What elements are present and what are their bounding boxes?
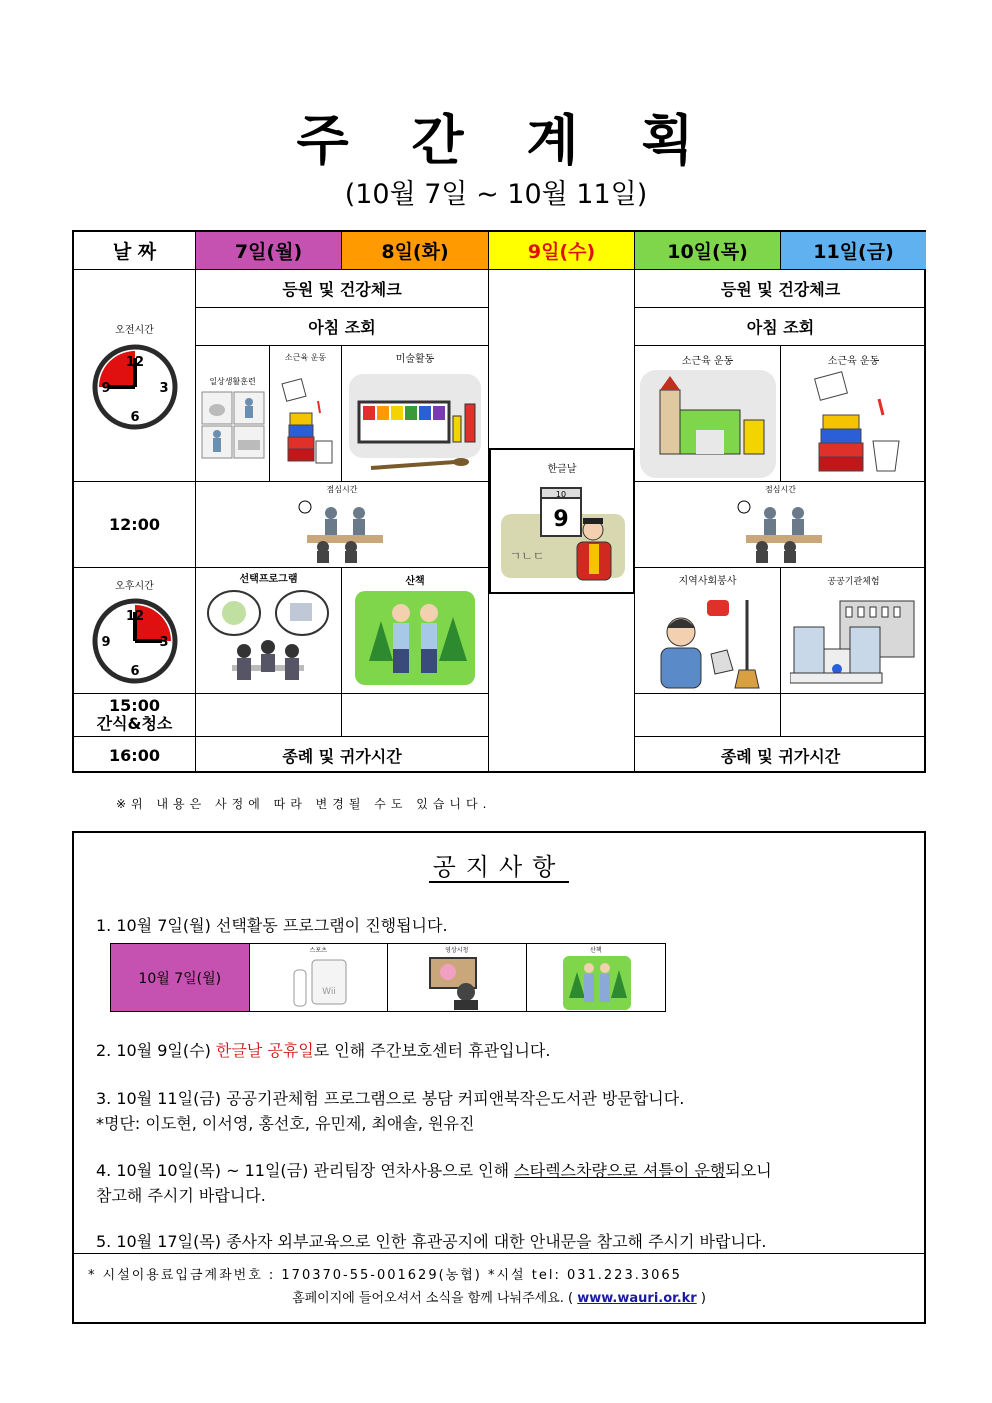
date-header: 날 짜	[74, 232, 196, 270]
footer-homepage	[74, 1287, 924, 1306]
change-note: ※위 내용은 사정에 따라 변경될 수도 있습니다.	[116, 797, 492, 811]
snack-time-cell	[74, 694, 196, 737]
hangul-day-icon	[501, 486, 625, 586]
notice-item-4-line2: 참고해 주시기 바랍니다.	[96, 1186, 266, 1205]
activities-strip	[110, 943, 666, 1012]
mon-select-program-cell	[196, 568, 342, 694]
tue-snack-empty	[342, 694, 489, 737]
clock-morning-icon	[92, 344, 178, 430]
activity-video-label: 영상시청	[445, 947, 469, 954]
activity-sports	[250, 944, 389, 1011]
day-header-mon: 7일(월)	[196, 232, 342, 270]
day-header-fri: 11일(금)	[781, 232, 926, 270]
lunch-icon	[736, 495, 826, 565]
homepage-post: )	[696, 1291, 706, 1306]
lunch-thu-fri-cell	[635, 482, 926, 568]
clock-afternoon-icon	[92, 598, 178, 684]
day-header-tue: 8일(화)	[342, 232, 489, 270]
page-title: 주 간 계 획	[296, 109, 696, 172]
block-castle-icon	[640, 370, 776, 478]
hangul-board: ㄱㄴㄷ	[509, 549, 545, 563]
thu-snack-empty	[635, 694, 781, 737]
schedule-table	[72, 230, 926, 773]
notice-item-5: 5. 10월 17일(목) 종사자 외부교육으로 인한 휴관공지에 대한 안내문을 참고해 주시기 바랍니다.	[96, 1232, 767, 1251]
video-watching-icon	[426, 954, 486, 1010]
daily-living-icon	[200, 390, 266, 460]
notice-item-4	[96, 1158, 772, 1181]
cup-stacking-large-icon	[799, 369, 909, 479]
fri-public-institution-cell	[781, 568, 926, 694]
tue-art-cell	[342, 346, 489, 482]
notice-title: 공지사항	[429, 853, 570, 883]
calendar-day: 9	[553, 507, 569, 532]
lunch-icon	[297, 495, 387, 565]
volunteer-icon	[653, 590, 763, 690]
svg-text:6: 6	[129, 410, 140, 425]
item4-post: 되오니	[725, 1161, 772, 1180]
item4-underline: 스타렉스차량으로 셔틀이 운행	[514, 1161, 726, 1180]
homepage-link[interactable]: www.wauri.or.kr	[577, 1291, 697, 1306]
fri-morning-label: 소근육 운동	[827, 356, 880, 367]
tue-walk-cell	[342, 568, 489, 694]
snack-time: 15:00	[109, 696, 160, 715]
svg-text:3: 3	[158, 381, 169, 396]
thu-fine-motor-cell	[635, 346, 781, 482]
holiday-label: 한글날	[547, 464, 577, 475]
activities-date: 10월 7일(월)	[111, 944, 250, 1011]
thu-morning-label: 소근육 운동	[681, 356, 734, 367]
tue-pm-label: 산책	[405, 576, 425, 587]
mon-act2-label: 소근육 운동	[284, 353, 327, 362]
arrival-mon-tue: 등원 및 건강체크	[196, 270, 489, 308]
morning-label: 오전시간	[115, 325, 154, 336]
notice-item-3-names: *명단: 이도현, 이서영, 홍선호, 유민제, 최애솔, 원유진	[96, 1114, 475, 1133]
meeting-mon-tue: 아침 조회	[196, 308, 489, 346]
afternoon-label: 오후시간	[115, 581, 154, 592]
mon-act1-label: 일상생활훈련	[209, 377, 256, 386]
noon-time: 12:00	[74, 482, 196, 568]
public-building-icon	[790, 597, 918, 687]
holiday-box	[489, 448, 635, 594]
notice-item-2	[96, 1038, 550, 1061]
svg-text:9: 9	[100, 381, 111, 396]
item4-pre: 4. 10월 10일(목) ~ 11일(금) 관리팀장 연차사용으로 인해	[96, 1161, 515, 1180]
lunch-label-right: 점심시간	[765, 485, 796, 494]
fri-fine-motor-cell	[781, 346, 926, 482]
activity-walk-label: 산책	[589, 947, 602, 954]
thu-volunteer-cell	[635, 568, 781, 694]
svg-text:6: 6	[129, 664, 140, 679]
arrival-thu-fri: 등원 및 건강체크	[635, 270, 926, 308]
activity-video	[388, 944, 527, 1011]
closing-thu-fri: 종례 및 귀가시간	[720, 746, 841, 766]
day-header-wed: 9일(수)	[489, 232, 635, 270]
mon-snack-empty	[196, 694, 342, 737]
fri-pm-label: 공공기관체험	[827, 577, 880, 587]
mon-daily-living-cell	[196, 346, 270, 482]
walk-small-icon	[563, 956, 631, 1010]
item2-pre: 2. 10월 9일(수)	[96, 1041, 216, 1060]
mon-pm-label: 선택프로그램	[239, 574, 298, 585]
thu-pm-label: 지역사회봉사	[678, 576, 737, 587]
snack-label: 간식&청소	[96, 714, 173, 733]
notice-item-3: 3. 10월 11일(금) 공공기관체험 프로그램으로 봉담 커피앤북작은도서관 방문합니다.	[96, 1089, 685, 1108]
paint-palette-icon	[345, 368, 485, 478]
wii-console-icon	[288, 954, 348, 1010]
activity-walk	[527, 944, 666, 1011]
svg-text:12: 12	[125, 609, 144, 624]
page-subtitle: (10월 7일 ~ 10월 11일)	[344, 179, 648, 210]
footer	[74, 1253, 924, 1322]
tue-act-label: 미술활동	[395, 354, 435, 365]
homepage-pre: 홈페이지에 들어오셔서 소식을 함께 나눠주세요. (	[292, 1291, 578, 1306]
morning-time-cell	[74, 270, 196, 482]
item2-post: 로 인해 주간보호센터 휴관입니다.	[313, 1041, 551, 1060]
svg-text:3: 3	[158, 635, 169, 650]
select-program-icon	[204, 585, 334, 693]
footer-account: * 시설이용료입금계좌번호 : 170370-55-001629(농협) *시설 tel: 031.223.3065	[88, 1268, 682, 1283]
notice-item-1: 1. 10월 7일(월) 선택활동 프로그램이 진행됩니다.	[96, 916, 448, 935]
svg-text:12: 12	[125, 355, 144, 370]
walk-icon	[355, 591, 475, 685]
afternoon-time-cell	[74, 568, 196, 694]
lunch-label-left: 점심시간	[326, 485, 358, 494]
svg-text:9: 9	[100, 635, 111, 650]
item2-highlight: 한글날 공휴일	[215, 1041, 314, 1060]
closing-mon-tue: 종례 및 귀가시간	[196, 737, 489, 773]
calendar-month: 10	[555, 490, 567, 499]
day-header-thu: 10일(목)	[635, 232, 781, 270]
cup-stacking-icon	[276, 373, 336, 473]
lunch-mon-tue-cell	[196, 482, 489, 568]
mon-fine-motor-cell	[270, 346, 342, 482]
wii-label: Wii	[321, 987, 336, 997]
activity-sports-label: 스포츠	[309, 947, 327, 954]
end-time: 16:00	[74, 737, 196, 773]
meeting-thu-fri: 아침 조회	[635, 308, 926, 346]
fri-snack-empty	[781, 694, 926, 737]
notice-box	[72, 831, 926, 1324]
notice-title-wrap	[74, 847, 924, 882]
